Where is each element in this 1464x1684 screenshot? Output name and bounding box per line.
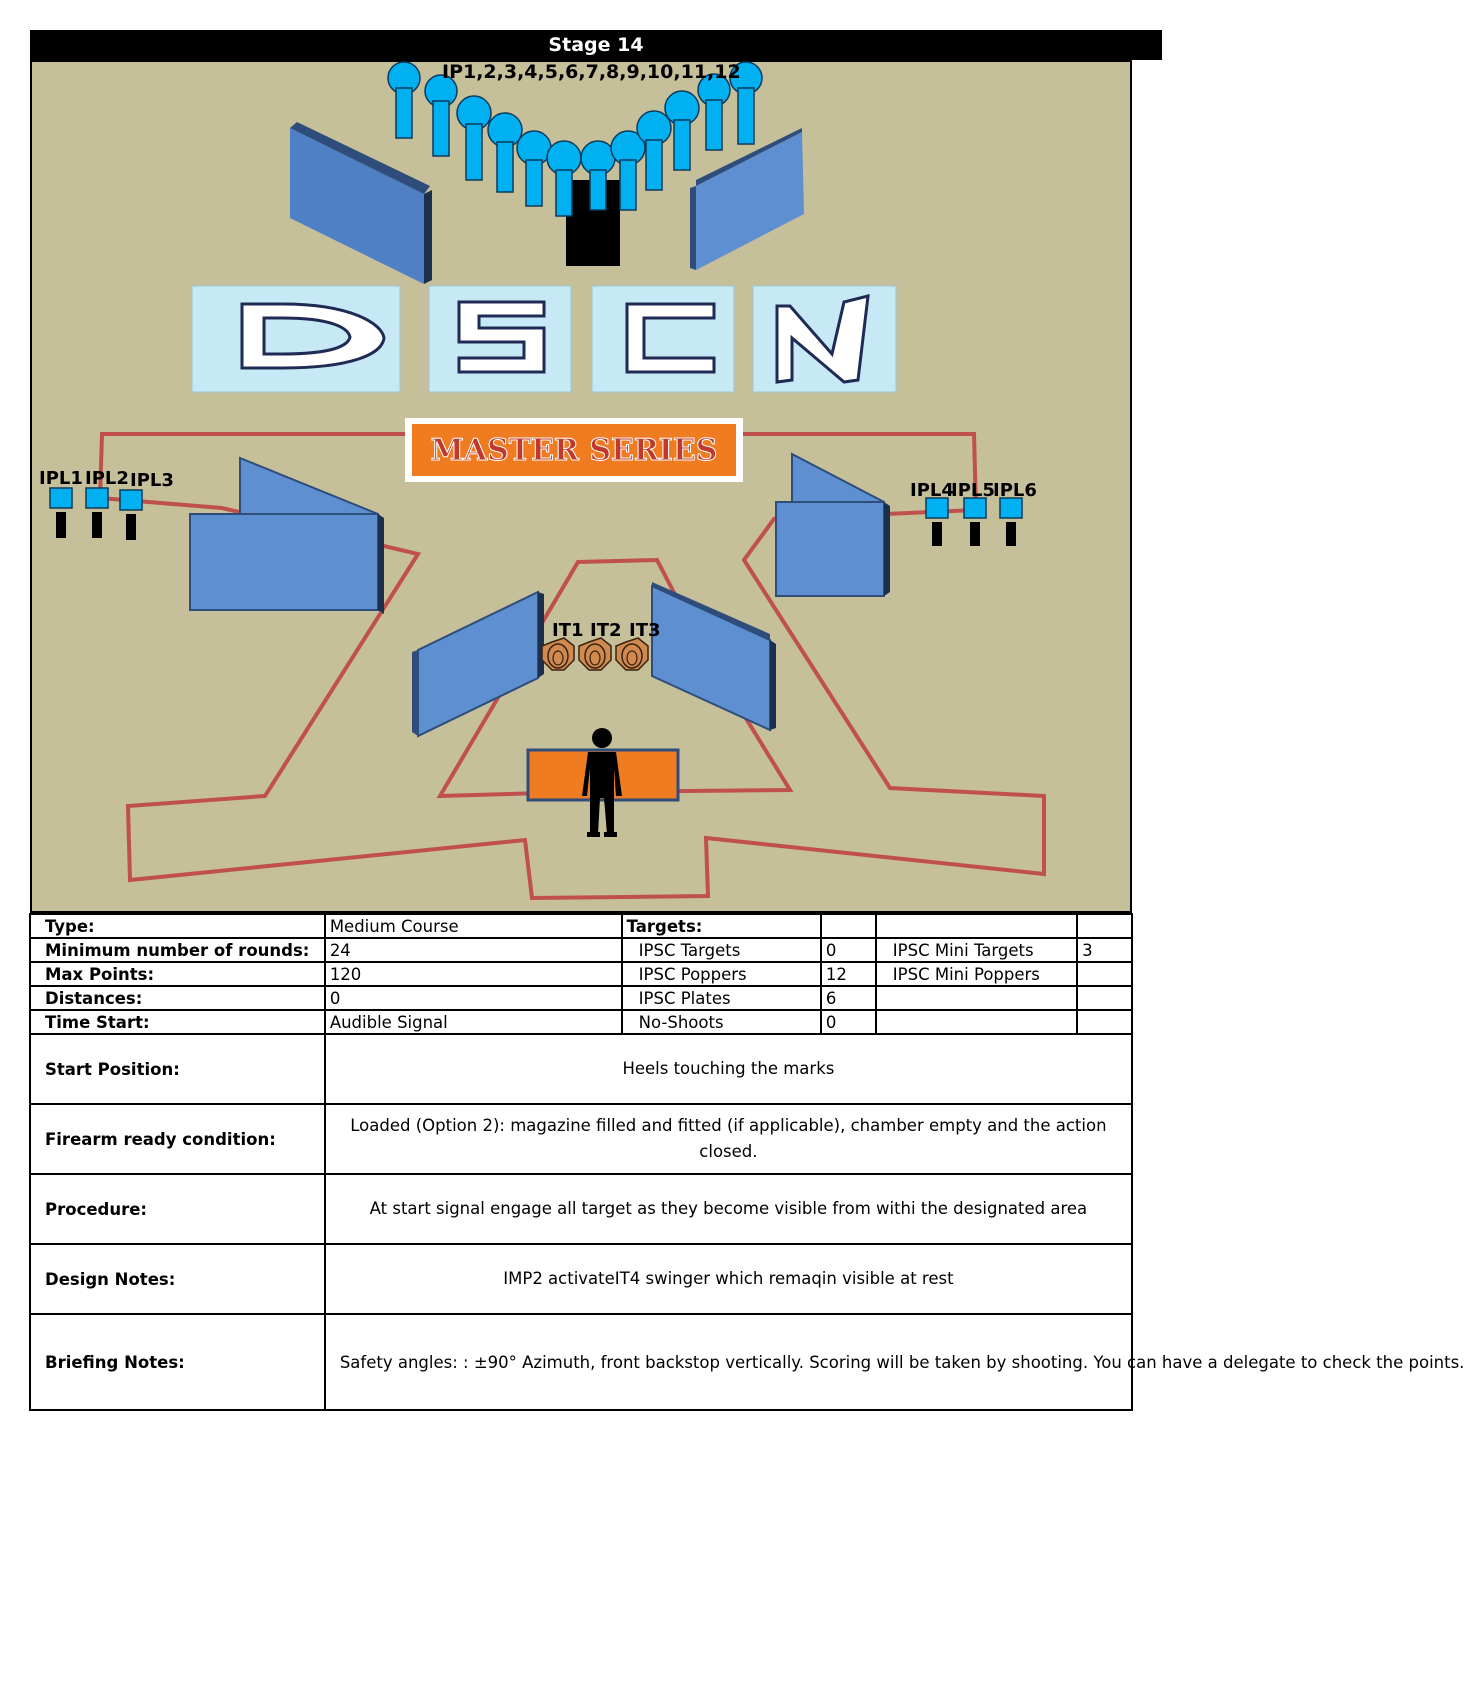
popper-ip3 (457, 96, 491, 180)
briefing-notes-value: Safety angles: : ±90° Azimuth, front backstop vertically. Scoring will be taken by shooting. You can have a delegate to check the points. (325, 1314, 1132, 1410)
design-notes-label: Design Notes: (30, 1244, 325, 1314)
plate-ipl1 (50, 488, 72, 538)
firearm-ready-value: Loaded (Option 2): magazine filled and fitted (if applicable), chamber empty and the action closed. (325, 1104, 1132, 1174)
no-shoots-value: 0 (821, 1010, 876, 1034)
mini-targets-label: IPSC Mini Targets (876, 938, 1077, 962)
time-start-label: Time Start: (30, 1010, 325, 1034)
wall-center-left (412, 592, 544, 736)
label-it2: IT2 (590, 620, 622, 641)
logo-dscn (192, 286, 896, 392)
ipsc-plates-label: IPSC Plates (622, 986, 821, 1010)
min-rounds-value: 24 (325, 938, 622, 962)
max-points-label: Max Points: (30, 962, 325, 986)
wall-left (190, 458, 384, 614)
row-procedure (30, 1174, 1132, 1244)
row-firearm-ready (30, 1104, 1132, 1174)
wall-top-left (290, 122, 432, 284)
label-it1: IT1 (552, 620, 584, 641)
ipsc-targets-value: 0 (821, 938, 876, 962)
master-series-banner (405, 418, 743, 482)
plate-ipl6 (1000, 498, 1022, 546)
start-position-label: Start Position: (30, 1034, 325, 1104)
wall-right (776, 454, 890, 596)
stage-diagram-svg (32, 62, 1134, 915)
plates-ipl1-3 (50, 488, 142, 540)
logo-letter-s (459, 302, 544, 372)
row-max-points (30, 962, 1132, 986)
ipsc-poppers-label: IPSC Poppers (622, 962, 821, 986)
distances-label: Distances: (30, 986, 325, 1010)
no-shoots-label: No-Shoots (622, 1010, 821, 1034)
plate-ipl5 (964, 498, 986, 546)
start-position-value: Heels touching the marks (325, 1034, 1132, 1104)
mini-poppers-label: IPSC Mini Poppers (876, 962, 1077, 986)
target-it3 (616, 638, 648, 670)
popper-ip2 (425, 75, 457, 156)
procedure-value: At start signal engage all target as they become visible from withi the designated area (325, 1174, 1132, 1244)
ipsc-targets-label: IPSC Targets (622, 938, 821, 962)
label-ipl4: IPL4 (910, 480, 954, 501)
firearm-ready-label: Firearm ready condition: (30, 1104, 325, 1174)
plate-ipl2 (86, 488, 108, 538)
distances-value: 0 (325, 986, 622, 1010)
label-ipl5: IPL5 (951, 480, 995, 501)
row-time-start (30, 1010, 1132, 1034)
ipsc-plates-value: 6 (821, 986, 876, 1010)
row-briefing-notes (30, 1314, 1132, 1410)
min-rounds-label: Minimum number of rounds: (30, 938, 325, 962)
logo-panel-n (753, 286, 896, 392)
target-it1 (542, 638, 574, 670)
row-min-rounds (30, 938, 1132, 962)
design-notes-value: IMP2 activateIT4 swinger which remaqin visible at rest (325, 1244, 1132, 1314)
ip-group-label: IP1,2,3,4,5,6,7,8,9,10,11,12 (442, 61, 741, 83)
popper-ip11 (698, 74, 730, 150)
stage-diagram (30, 60, 1132, 913)
row-design-notes (30, 1244, 1132, 1314)
time-start-value: Audible Signal (325, 1010, 622, 1034)
row-start-position (30, 1034, 1132, 1104)
popper-ip5 (517, 131, 551, 206)
ipsc-poppers-value: 12 (821, 962, 876, 986)
plate-ipl4 (926, 498, 948, 546)
shooter-figure (582, 728, 622, 837)
row-distances (30, 986, 1132, 1010)
targets-label: Targets: (622, 914, 821, 938)
label-ipl3: IPL3 (130, 470, 174, 491)
mini-poppers-value (1077, 962, 1132, 986)
max-points-value: 120 (325, 962, 622, 986)
target-it2 (579, 638, 611, 670)
label-ipl6: IPL6 (993, 480, 1037, 501)
plates-ipl4-6 (926, 498, 1022, 546)
procedure-label: Procedure: (30, 1174, 325, 1244)
label-ipl1: IPL1 (39, 468, 83, 489)
type-value: Medium Course (325, 914, 622, 938)
popper-ip1 (388, 62, 420, 138)
wall-center-right (652, 582, 776, 730)
label-it3: IT3 (629, 620, 661, 641)
type-label: Type: (30, 914, 325, 938)
targets-it1-3 (542, 638, 648, 670)
mini-targets-value: 3 (1077, 938, 1132, 962)
stage-info-table (29, 913, 1464, 1411)
plate-ipl3 (120, 490, 142, 540)
label-ipl2: IPL2 (85, 468, 129, 489)
stage-title: Stage 14 (30, 30, 1162, 60)
row-type (30, 914, 1132, 938)
banner-text: MASTER SERIES (430, 433, 718, 468)
logo-panel-c (592, 286, 734, 392)
briefing-notes-label: Briefing Notes: (30, 1314, 325, 1410)
